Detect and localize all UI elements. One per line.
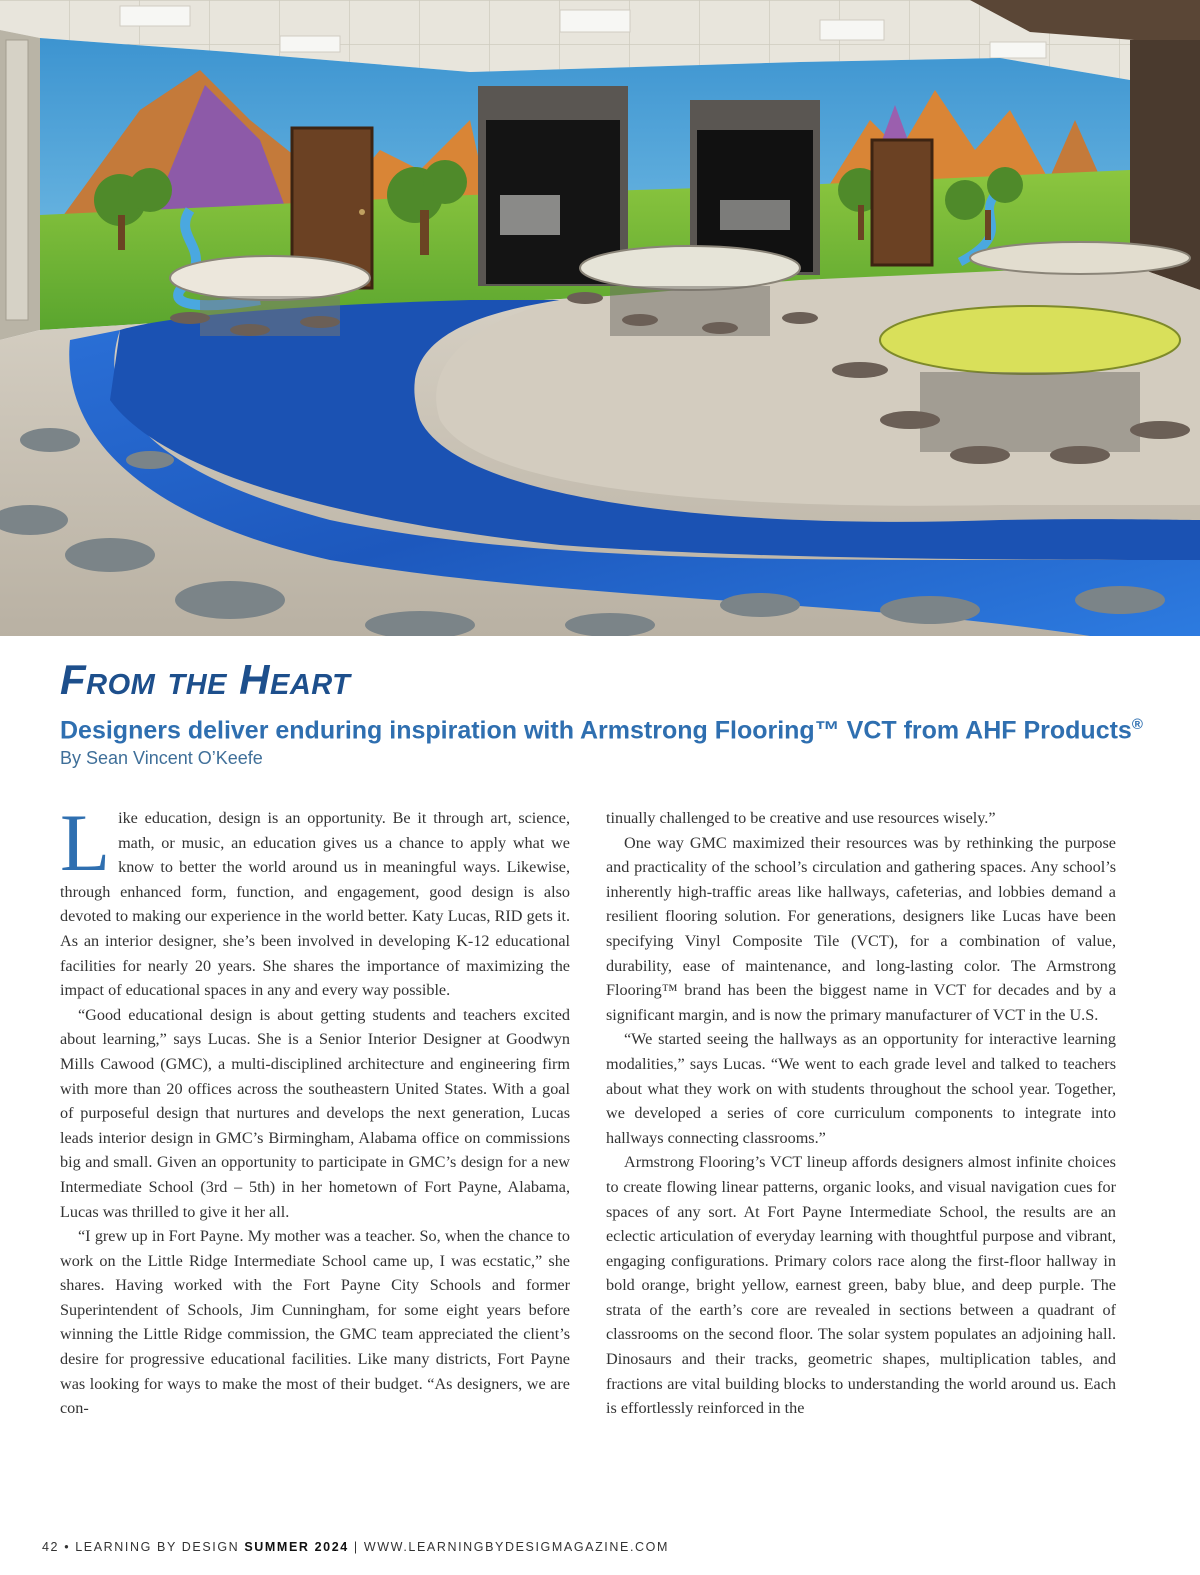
registered-mark: ® [1131,716,1143,733]
footer-bullet: • [64,1540,71,1554]
paragraph: “We started seeing the hallways as an opportunity for interactive learning modalities,” says Lucas. “We went to each grade level and talked to teachers about what they work on with students throughout the school year. Together, we developed a series of core curriculum components to integrate into hallways connecting classrooms.” [606,1030,1116,1147]
article-column-1 [60,797,570,1421]
paragraph: “Good educational design is about getting students and teachers excited about learning,” says Lucas. She is a Senior Interior Designer at Goodwyn Mills Cawood (GMC), a multi-disciplined architecture and engineering firm with more than 20 offices across the southeastern United States. With a goal of purposeful design that nurtures and develops the next generation, Lucas leads interior design in GMC’s Birmingham, Alabama office on commissions big and small. Given an opportunity to participate in GMC’s design for a new Intermediate School (3rd – 5th) in her hometown of Fort Payne, Alabama, Lucas was thrilled to give it her all. [60,1005,570,1221]
footer-divider: | [353,1540,359,1554]
drop-cap: L [60,797,111,888]
cafeteria-photo [0,0,1200,636]
byline: By Sean Vincent O’Keefe [60,748,263,768]
paragraph: One way GMC maximized their resources was by rethinking the purpose and practicality of the school’s circulation and gathering spaces. Any school’s inherently high-traffic areas like hallways, cafeterias, and lobbies demand a resilient flooring solution. For generations, designers like Lucas have been specifying Vinyl Composite Tile (VCT), for a combination of value, durability, ease of maintenance, and long-lasting color. The Armstrong Flooring™ brand has been the biggest name in VCT for decades and by a significant margin, and is now the primary manufacturer of VCT in the U.S. [606,833,1116,1024]
page-footer [42,1540,669,1554]
paragraph: “I grew up in Fort Payne. My mother was a teacher. So, when the chance to work on the Little Ridge Intermediate School came up, I was ecstatic,” she shares. Having worked with the Fort Payne City Schools and former Superintendent of Schools, Jim Cunningham, for some eight years before winning the Little Ridge commission, the GMC team appreciated the client’s desire for progressive educational facilities. Like many districts, Fort Payne was looking for ways to make the most of their budget. “As designers, we are con- [60,1227,570,1418]
paragraph: tinually challenged to be creative and use resources wisely.” [606,809,996,827]
subtitle-text: Designers deliver enduring inspiration with Armstrong Flooring™ VCT from AHF Products [60,716,1132,745]
article-title: From the Heart [60,656,351,703]
issue-label: SUMMER 2024 [244,1540,349,1554]
article-column-2 [606,806,1116,1421]
article-subtitle [60,708,1143,747]
paragraph [60,797,570,1003]
website-link[interactable]: WWW.LEARNINGBYDESIGMAGAZINE.COM [363,1540,669,1554]
magazine-name: LEARNING BY DESIGN [75,1540,240,1554]
paragraph-text: ike education, design is an opportunity. Be it through art, science, math, or music, an education gives us a chance to apply what we know to better the world around us in meaningful ways. Likewise, through enhanced form, function, and engagement, good design is also devoted to making our experience in the world better. Katy Lucas, RID gets it. As an interior designer, she’s been involved in developing K-12 educational facilities for nearly 20 years. She shares the importance of maximizing the impact of educational spaces in any and every way possible. [60,809,570,1000]
page-number: 42 [42,1540,60,1554]
paragraph: Armstrong Flooring’s VCT lineup affords designers almost infinite choices to create flowing linear patterns, organic looks, and visual navigation cues for spaces of any sort. At Fort Payne Intermediate School, the results are an eclectic articulation of everyday learning with thoughtful purpose and vibrant, engaging configurations. Primary colors race along the first-floor hallway in bold orange, bright yellow, earnest green, baby blue, and deep purple. The strata of the earth’s core are revealed in sections between a quadrant of classrooms on the second floor. The solar system populates an adjoining hall. Dinosaurs and their tracks, geometric shapes, multiplication tables, and fractions are vital building blocks to understanding the world around us. Each is effortlessly reinforced in the [606,1153,1116,1418]
